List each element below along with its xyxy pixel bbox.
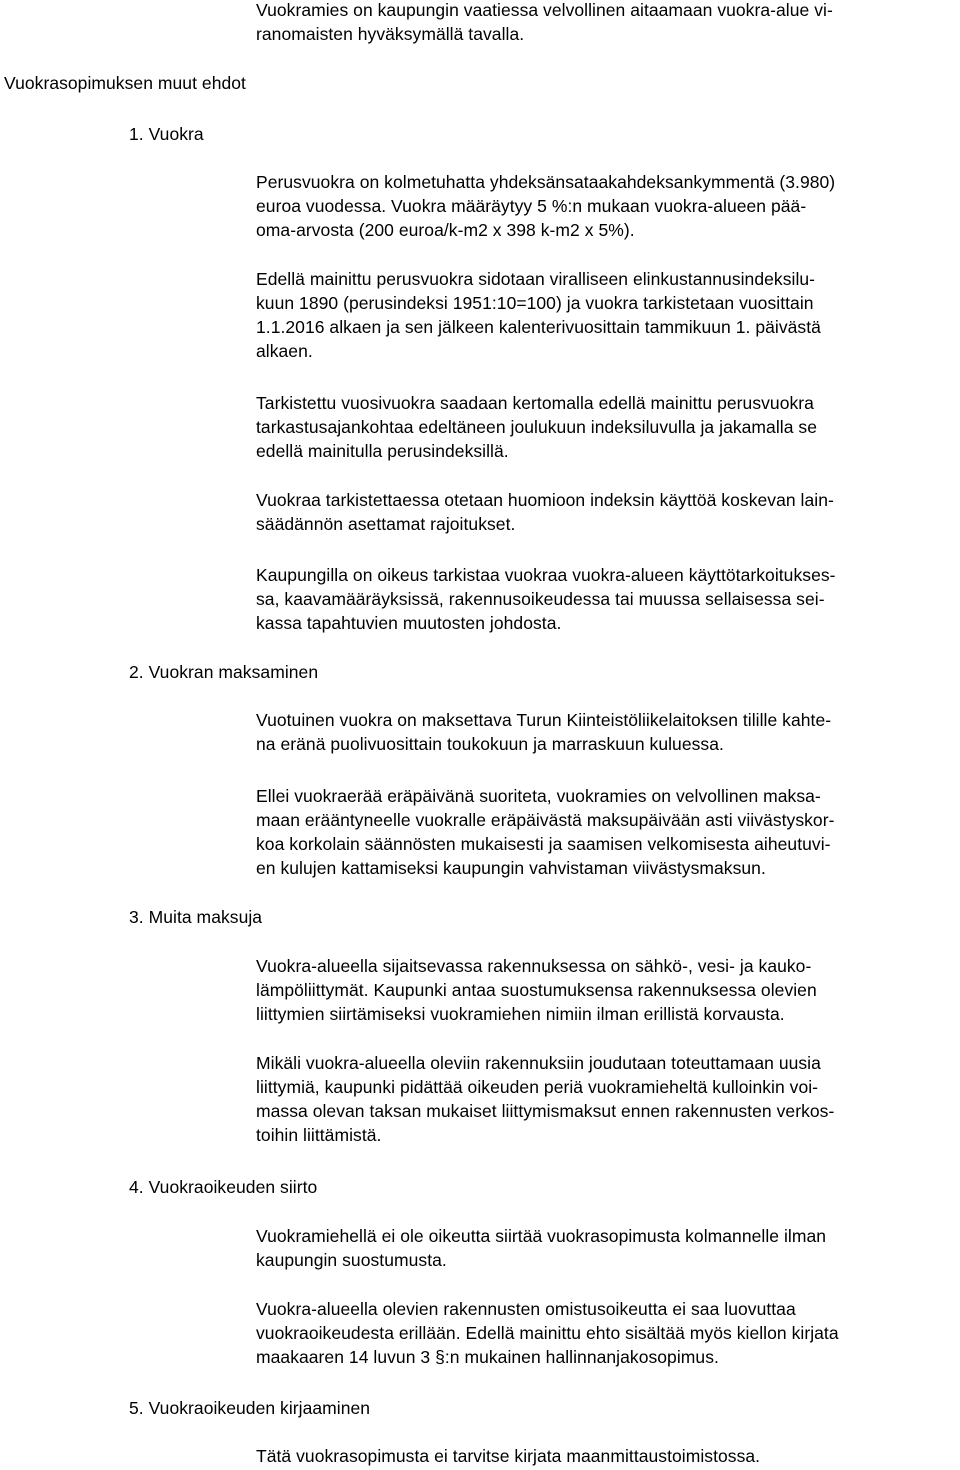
- text-line: edellä mainitulla perusindeksillä.: [256, 441, 509, 461]
- text-line: säädännön asettamat rajoitukset.: [256, 514, 516, 534]
- text-line: ranomaisten hyväksymällä tavalla.: [256, 24, 525, 44]
- text-line: koa korkolain säännösten mukaisesti ja saamisen velkomisesta aiheutuvi-: [256, 834, 831, 854]
- text-line: Mikäli vuokra-alueella oleviin rakennuksiin joudutaan toteuttamaan uusia: [256, 1053, 821, 1073]
- text-line: vuokraoikeudesta erillään. Edellä mainittu ehto sisältää myös kiellon kirjata: [256, 1323, 839, 1343]
- text-line: tarkastusajankohtaa edeltäneen joulukuun indeksiluvulla ja jakamalla se: [256, 417, 817, 437]
- section-heading-muita-maksuja: 3. Muita maksuja: [129, 907, 263, 927]
- text-line: kaupungin suostumusta.: [256, 1250, 447, 1270]
- text-line: kuun 1890 (perusindeksi 1951:10=100) ja vuokra tarkistetaan vuosittain: [256, 293, 814, 313]
- text-line: Edellä mainittu perusvuokra sidotaan viralliseen elinkustannusindeksilu-: [256, 269, 816, 289]
- text-line: euroa vuodessa. Vuokra määräytyy 5 %:n mukaan vuokra-alueen pää-: [256, 196, 807, 216]
- text-line: Vuokramiehellä ei ole oikeutta siirtää vuokrasopimusta kolmannelle ilman: [256, 1226, 827, 1246]
- text-line: Tarkistettu vuosivuokra saadaan kertomalla edellä mainittu perusvuokra: [256, 393, 814, 413]
- text-line: sa, kaavamääräyksissä, rakennusoikeudessa tai muussa sellaisessa sei-: [256, 589, 825, 609]
- text-line: toihin liittämistä.: [256, 1125, 382, 1145]
- text-line: na eränä puolivuosittain toukokuun ja marraskuun kuluessa.: [256, 734, 724, 754]
- section-heading-vuokraoikeuden-siirto: 4. Vuokraoikeuden siirto: [129, 1177, 318, 1197]
- text-line: Ellei vuokraerää eräpäivänä suoriteta, vuokramies on velvollinen maksa-: [256, 786, 821, 806]
- text-line: Vuotuinen vuokra on maksettava Turun Kiinteistöliikelaitoksen tilille kahte-: [256, 710, 832, 730]
- text-line: Perusvuokra on kolmetuhatta yhdeksänsataakahdeksankymmentä (3.980): [256, 172, 836, 192]
- text-line: lämpöliittymät. Kaupunki antaa suostumuksensa rakennuksessa olevien: [256, 980, 817, 1000]
- text-line: oma-arvosta (200 euroa/k-m2 x 398 k-m2 x 5%).: [256, 220, 635, 240]
- text-line: maakaaren 14 luvun 3 §:n mukainen hallinnanjakosopimus.: [256, 1347, 719, 1367]
- text-line: Vuokra-alueella olevien rakennusten omistusoikeutta ei saa luovuttaa: [256, 1299, 796, 1319]
- text-line: kassa tapahtuvien muutosten johdosta.: [256, 613, 562, 633]
- section-heading-vuokra: 1. Vuokra: [129, 124, 204, 144]
- text-line: Vuokra-alueella sijaitsevassa rakennuksessa on sähkö-, vesi- ja kauko-: [256, 956, 812, 976]
- section-title: Vuokrasopimuksen muut ehdot: [4, 73, 246, 93]
- text-line: Kaupungilla on oikeus tarkistaa vuokraa vuokra-alueen käyttötarkoitukses-: [256, 565, 836, 585]
- text-line: liittymiä, kaupunki pidättää oikeuden periä vuokramieheltä kulloinkin voi-: [256, 1077, 819, 1097]
- text-line: 1.1.2016 alkaen ja sen jälkeen kalenterivuosittain tammikuun 1. päivästä: [256, 317, 821, 337]
- text-line: massa olevan taksan mukaiset liittymismaksut ennen rakennusten verkos-: [256, 1101, 835, 1121]
- text-line: Vuokraa tarkistettaessa otetaan huomioon indeksin käyttöä koskevan lain-: [256, 490, 834, 510]
- text-line: maan erääntyneelle vuokralle eräpäivästä maksupäivään asti viivästyskor-: [256, 810, 835, 830]
- text-line: Tätä vuokrasopimusta ei tarvitse kirjata maanmittaustoimistossa.: [256, 1446, 761, 1466]
- text-line: en kulujen kattamiseksi kaupungin vahvistaman viivästysmaksun.: [256, 858, 766, 878]
- section-heading-vuokran-maksaminen: 2. Vuokran maksaminen: [129, 662, 319, 682]
- text-line: alkaen.: [256, 341, 313, 361]
- section-heading-vuokraoikeuden-kirjaaminen: 5. Vuokraoikeuden kirjaaminen: [129, 1398, 371, 1418]
- text-line: liittymien siirtämiseksi vuokramiehen nimiin ilman erillistä korvausta.: [256, 1004, 785, 1024]
- text-line: Vuokramies on kaupungin vaatiessa velvollinen aitaamaan vuokra-alue vi-: [256, 0, 833, 20]
